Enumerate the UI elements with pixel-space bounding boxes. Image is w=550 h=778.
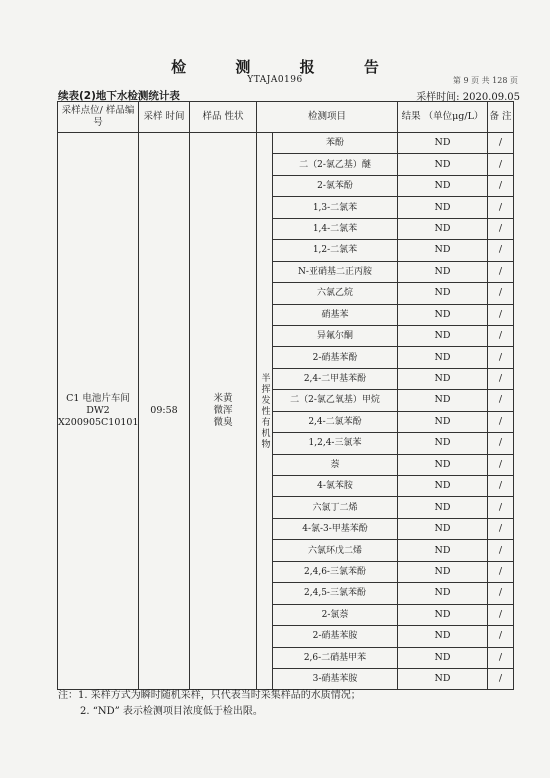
analyte-name: 4-氯-3-甲基苯酚: [273, 518, 398, 539]
sample-point-line: X200905C10101: [58, 417, 139, 429]
sample-date: 采样时间: 2020.09.05: [416, 92, 520, 103]
analyte-result: ND: [398, 583, 488, 604]
analyte-note: /: [488, 561, 514, 582]
analyte-name: 2-硝基苯酚: [273, 347, 398, 368]
analyte-name: 2-氯苯酚: [273, 175, 398, 196]
analyte-result: ND: [398, 197, 488, 218]
analyte-note: /: [488, 433, 514, 454]
table-subtitle: 续表(2)地下水检测统计表: [58, 90, 180, 102]
analyte-note: /: [488, 390, 514, 411]
table-row: [58, 133, 514, 154]
sample-state-cell: [190, 133, 257, 690]
analyte-note: /: [488, 668, 514, 689]
analyte-result: ND: [398, 368, 488, 389]
sample-point-line: C1 电池片车间: [66, 393, 130, 405]
sample-state-line: 微浑: [213, 405, 233, 417]
analyte-name: 2,4-二氯苯酚: [273, 411, 398, 432]
sample-state-line: 米黄: [213, 393, 233, 405]
analyte-result: ND: [398, 626, 488, 647]
report-code: YTAJA0196: [247, 75, 303, 85]
header-state: 样品 性状: [190, 102, 257, 133]
analyte-result: ND: [398, 218, 488, 239]
footnote-1: 注：1. 采样方式为瞬时随机采样，只代表当时采集样品的水质情况；: [58, 690, 361, 701]
analyte-note: /: [488, 583, 514, 604]
analyte-result: ND: [398, 154, 488, 175]
page-number: 第 9 页 共 128 页: [452, 76, 518, 85]
sample-time-cell: 09:58: [139, 133, 190, 690]
analyte-result: ND: [398, 497, 488, 518]
analyte-note: /: [488, 283, 514, 304]
analyte-name: 苯酚: [273, 133, 398, 154]
analyte-note: /: [488, 304, 514, 325]
analyte-result: ND: [398, 304, 488, 325]
analyte-note: /: [488, 647, 514, 668]
analyte-category-cell: 半挥发性有机物: [257, 133, 273, 690]
header-note: 备 注: [488, 102, 514, 133]
table-header-row: [58, 102, 514, 133]
analyte-name: N-亚硝基二正丙胺: [273, 261, 398, 282]
analyte-result: ND: [398, 411, 488, 432]
analyte-note: /: [488, 540, 514, 561]
footnotes: [58, 688, 518, 720]
analyte-note: /: [488, 347, 514, 368]
analyte-result: ND: [398, 390, 488, 411]
analyte-name: 萘: [273, 454, 398, 475]
analyte-name: 2-氯萘: [273, 604, 398, 625]
analyte-name: 1,2-二氯苯: [273, 240, 398, 261]
analyte-name: 2,6-二硝基甲苯: [273, 647, 398, 668]
analyte-note: /: [488, 497, 514, 518]
analyte-note: /: [488, 197, 514, 218]
analyte-result: ND: [398, 604, 488, 625]
analyte-result: ND: [398, 561, 488, 582]
footnote-2: 2. “ND” 表示检测项目浓度低于检出限。: [80, 706, 263, 717]
analyte-note: /: [488, 133, 514, 154]
analyte-name: 异氟尔酮: [273, 325, 398, 346]
analyte-note: /: [488, 325, 514, 346]
analyte-name: 二（2-氯乙氧基）甲烷: [273, 390, 398, 411]
analyte-result: ND: [398, 133, 488, 154]
analyte-note: /: [488, 411, 514, 432]
analyte-result: ND: [398, 647, 488, 668]
analyte-result: ND: [398, 240, 488, 261]
analyte-name: 六氯乙烷: [273, 283, 398, 304]
analyte-name: 六氯丁二烯: [273, 497, 398, 518]
analyte-name: 1,4-二氯苯: [273, 218, 398, 239]
analyte-result: ND: [398, 668, 488, 689]
report-title: 检 测 报 告: [171, 58, 401, 76]
analyte-name: 1,3-二氯苯: [273, 197, 398, 218]
analyte-result: ND: [398, 175, 488, 196]
sample-point-cell: [58, 133, 139, 690]
analyte-name: 4-氯苯胺: [273, 476, 398, 497]
analyte-result: ND: [398, 347, 488, 368]
analyte-name: 2-硝基苯胺: [273, 626, 398, 647]
analyte-note: /: [488, 261, 514, 282]
analyte-result: ND: [398, 261, 488, 282]
analyte-name: 2,4-二甲基苯酚: [273, 368, 398, 389]
analyte-name: 六氯环戊二烯: [273, 540, 398, 561]
analyte-name: 2,4,6-三氯苯酚: [273, 561, 398, 582]
sample-point-line: DW2: [86, 405, 110, 417]
analyte-result: ND: [398, 325, 488, 346]
header-point: 采样点位/ 样品编号: [58, 102, 139, 133]
analyte-name: 二（2-氯乙基）醚: [273, 154, 398, 175]
analyte-note: /: [488, 175, 514, 196]
groundwater-results-table: [57, 101, 514, 690]
analyte-note: /: [488, 218, 514, 239]
analyte-name: 3-硝基苯胺: [273, 668, 398, 689]
analyte-result: ND: [398, 283, 488, 304]
analyte-result: ND: [398, 433, 488, 454]
analyte-name: 1,2,4-三氯苯: [273, 433, 398, 454]
header-time: 采样 时间: [139, 102, 190, 133]
analyte-result: ND: [398, 518, 488, 539]
analyte-note: /: [488, 454, 514, 475]
header-result: 结果 （单位μg/L）: [398, 102, 488, 133]
analyte-result: ND: [398, 454, 488, 475]
analyte-note: /: [488, 154, 514, 175]
analyte-name: 2,4,5-三氯苯酚: [273, 583, 398, 604]
sample-state-line: 微臭: [213, 417, 233, 429]
analyte-name: 硝基苯: [273, 304, 398, 325]
analyte-note: /: [488, 476, 514, 497]
header-item: 检测项目: [257, 102, 398, 133]
analyte-result: ND: [398, 540, 488, 561]
analyte-note: /: [488, 626, 514, 647]
analyte-note: /: [488, 368, 514, 389]
analyte-note: /: [488, 604, 514, 625]
analyte-note: /: [488, 240, 514, 261]
analyte-note: /: [488, 518, 514, 539]
table-body: [58, 133, 514, 690]
analyte-result: ND: [398, 476, 488, 497]
